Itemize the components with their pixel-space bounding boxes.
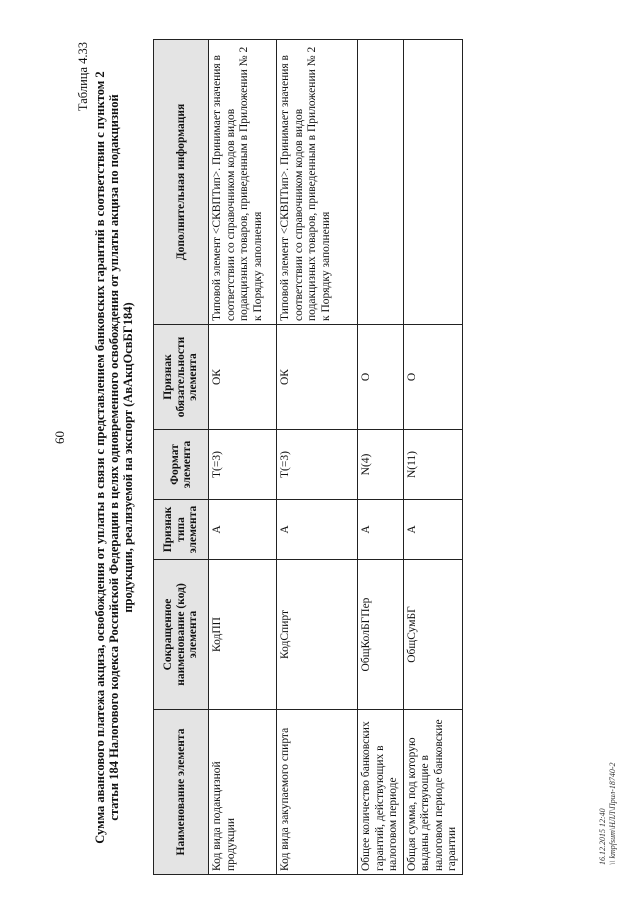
column-header: Признак типа элемента (154, 500, 209, 560)
element-code-cell: ОбщСумБГ (403, 560, 462, 710)
footer-file-path: \\ kmpfsum\НЛЛ\Прил-18740-2 (608, 762, 617, 865)
element-format-cell: T(=3) (209, 430, 277, 500)
table-row (209, 40, 277, 875)
element-type-cell: А (403, 500, 462, 560)
column-header: Признак обязательности элемента (154, 325, 209, 430)
footer-timestamp: 16.12.2015 12:40 (598, 808, 607, 865)
table-row (403, 40, 462, 875)
element-code-cell: ОбщКолБГПер (358, 560, 404, 710)
element-required-cell: ОК (209, 325, 277, 430)
column-header: Формат элемента (154, 430, 209, 500)
element-info-cell (358, 40, 404, 325)
table-header-row (154, 40, 209, 875)
element-code-cell: КодПП (209, 560, 277, 710)
element-format-cell: N(4) (358, 430, 404, 500)
element-required-cell: ОК (277, 325, 358, 430)
element-type-cell: А (277, 500, 358, 560)
table-row (277, 40, 358, 875)
element-required-cell: О (358, 325, 404, 430)
element-format-cell: N(11) (403, 430, 462, 500)
element-info-cell: Типовой элемент <СКВПТип>. Принимает значения в соответствии со справочником кодов видов подакцизных товаров, приведенным в Приложении № 2 к Порядку заполнения (277, 40, 358, 325)
elements-table (153, 39, 463, 875)
element-type-cell: А (209, 500, 277, 560)
column-header: Дополнительная информация (154, 40, 209, 325)
table-row (358, 40, 404, 875)
element-type-cell: А (358, 500, 404, 560)
element-name-cell: Код вида подакцизной продукции (209, 710, 277, 875)
element-info-cell (403, 40, 462, 325)
element-format-cell: T(=3) (277, 430, 358, 500)
element-name-cell: Общая сумма, под которую выданы действующие в налоговом периоде банковские гарантии (403, 710, 462, 875)
column-header: Сокращенное наименование (код) элемента (154, 560, 209, 710)
element-name-cell: Код вида закупаемого спирта (277, 710, 358, 875)
table-caption: Таблица 4.33 (76, 42, 90, 112)
print-footer (598, 762, 618, 865)
page-number: 60 (52, 431, 67, 444)
table-title: Сумма авансового платежа акциза, освобождения от уплаты в связи с представлением банковских гарантий в соответствии с пунктом 2 статьи 184 Налогового кодекса Российской Федерации в целях одновременного освобождения от уплаты акциза по подакцизной продукции, реализуемой на экспорт (АвАкцОсвБГ184) (93, 71, 135, 844)
element-name-cell: Общее количество банковских гарантий, действующих в налоговом периоде (358, 710, 404, 875)
element-required-cell: О (403, 325, 462, 430)
rotated-page-content (76, 40, 458, 875)
column-header: Наименование элемента (154, 710, 209, 875)
element-code-cell: КодСпирт (277, 560, 358, 710)
element-info-cell: Типовой элемент <СКВПТип>. Принимает значения в соответствии со справочником кодов видов подакцизных товаров, приведенным в Приложении № 2 к Порядку заполнения (209, 40, 277, 325)
